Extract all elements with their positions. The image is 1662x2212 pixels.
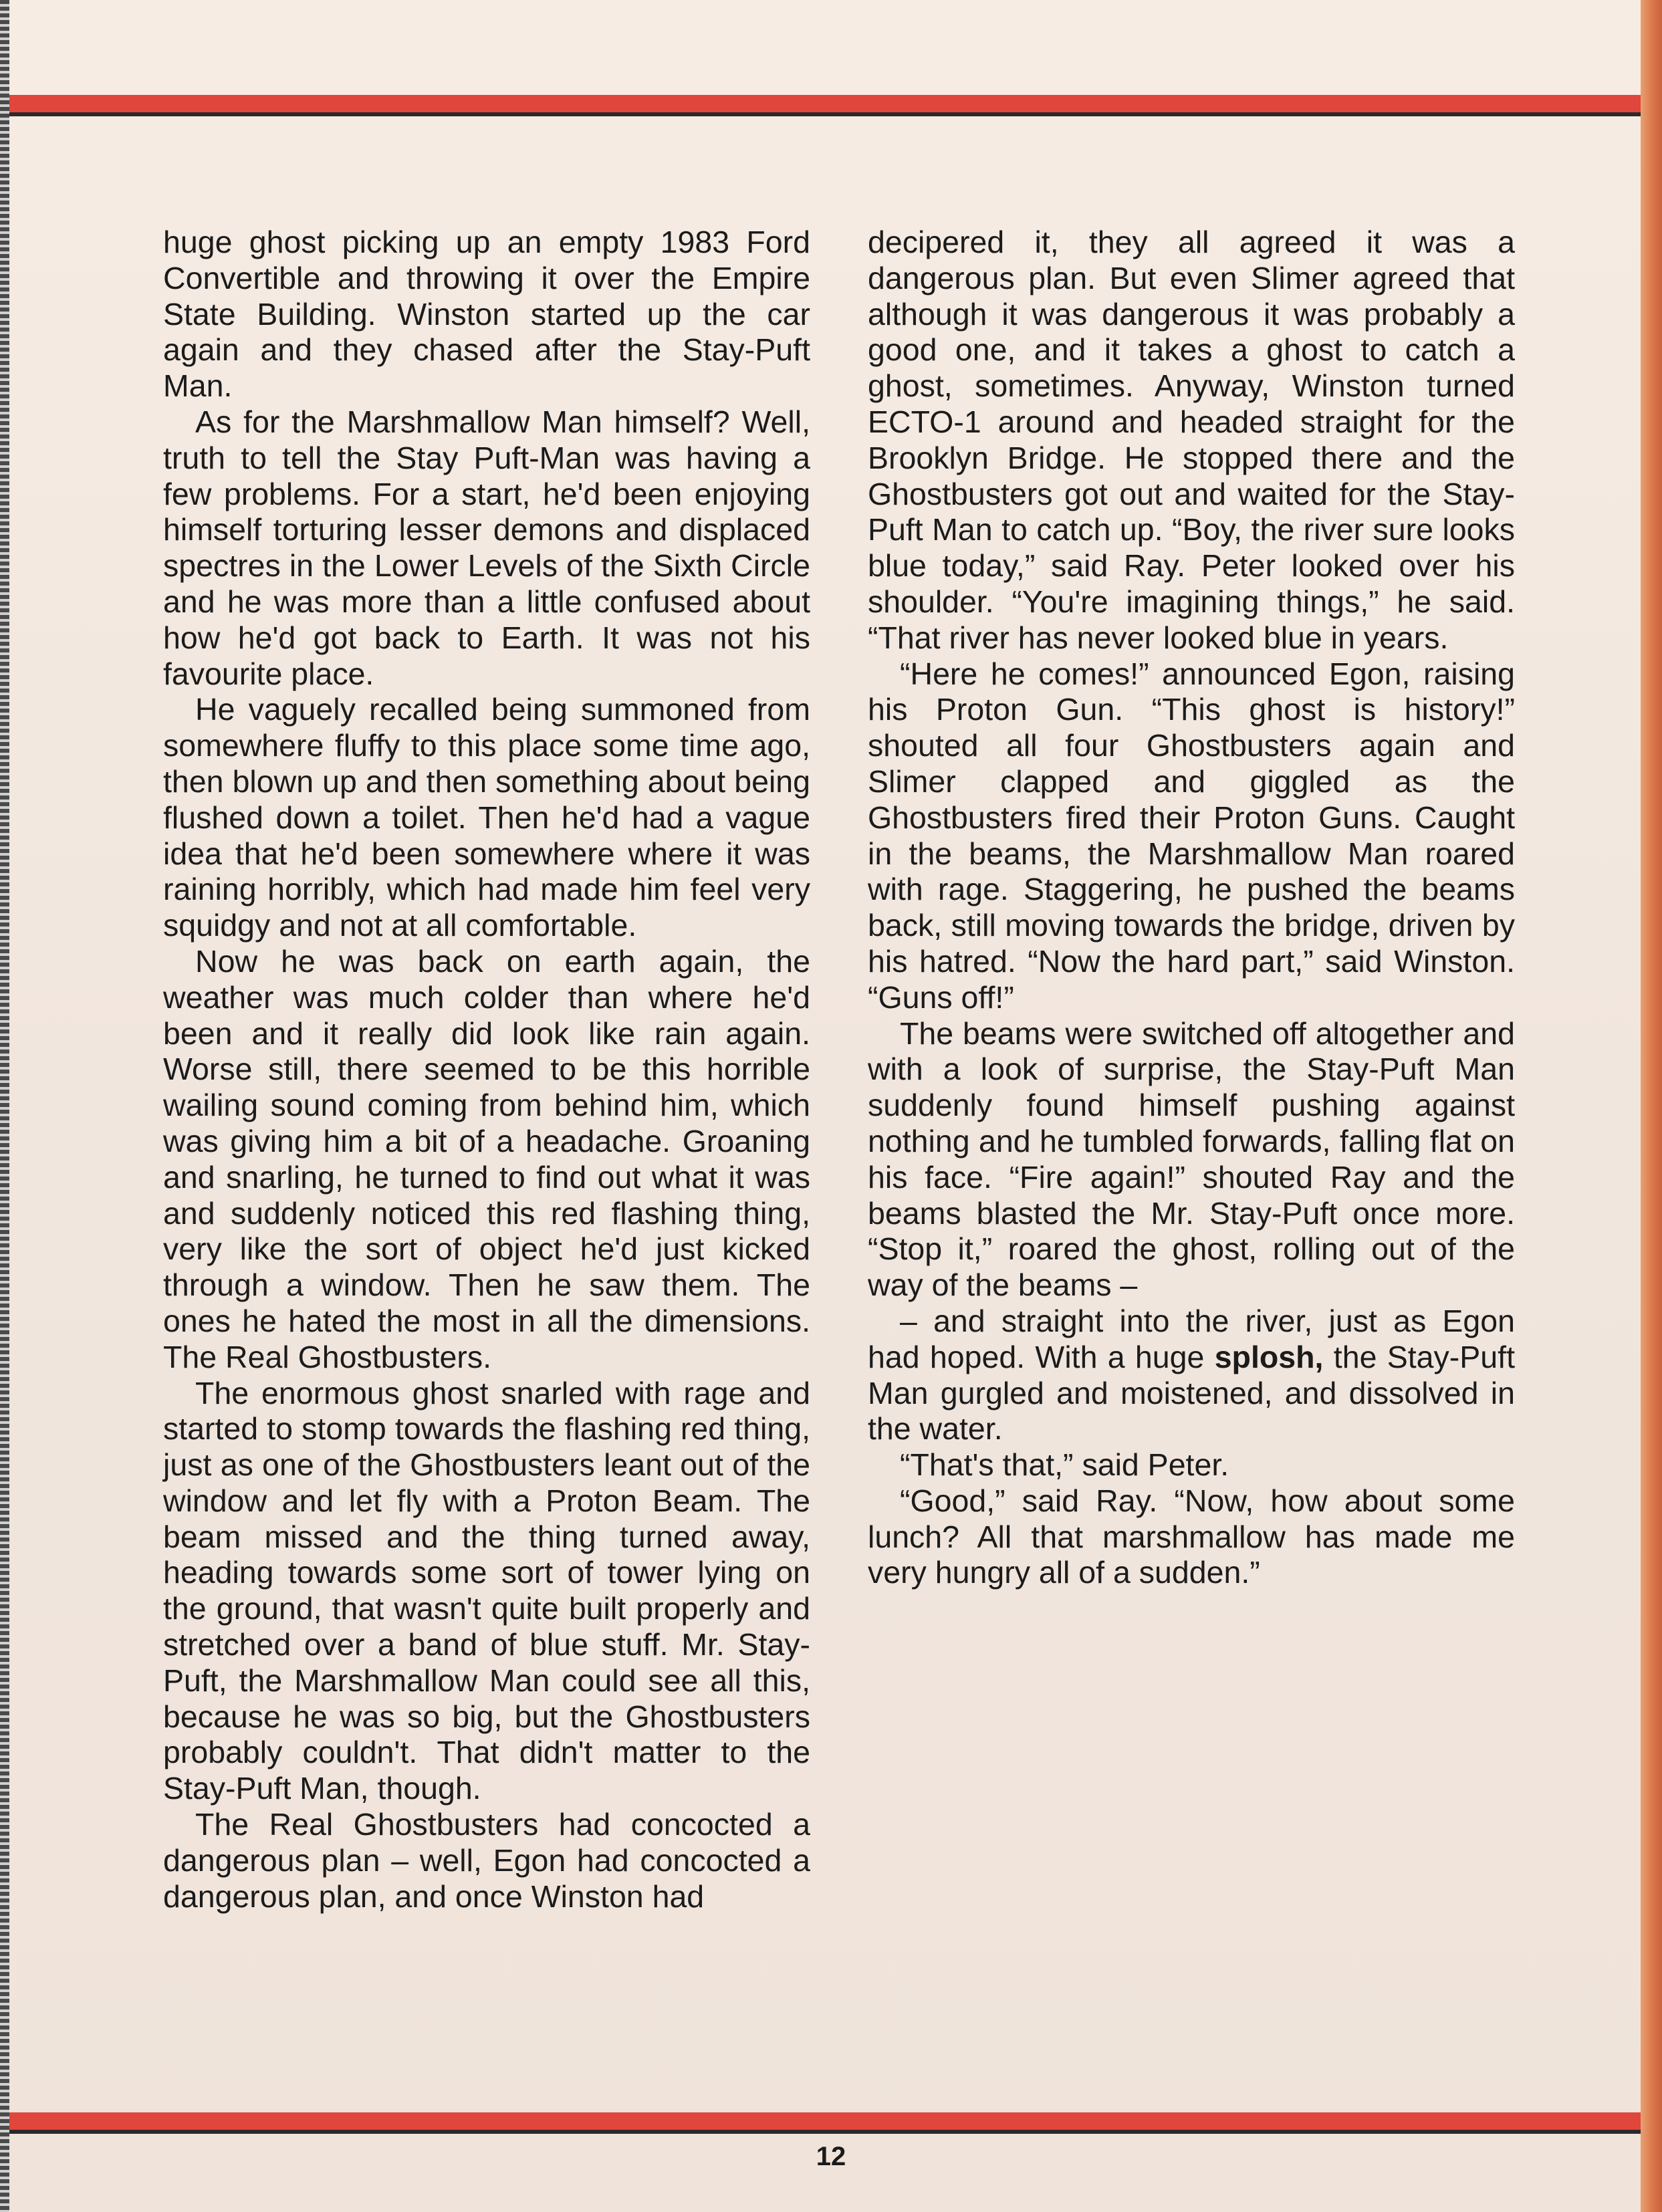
paragraph: “Good,” said Ray. “Now, how about some lunch? All that marshmallow has made me very hungry all of a sudden.” bbox=[868, 1483, 1515, 1590]
paragraph: The Real Ghostbusters had concocted a dangerous plan – well, Egon had concocted a dangerous plan, and once Winston had bbox=[163, 1807, 810, 1914]
text-run: the Stay-Puft Man gurgled and moistened, and dissolved in the water. bbox=[868, 1339, 1515, 1447]
left-text-column bbox=[163, 225, 810, 1915]
paragraph: He vaguely recalled being summoned from somewhere fluffy to this place some time ago, then blown up and then something about being flushed down a toilet. Then he'd had a vague idea that he'd been somewhere where it was raining horribly, which had made him feel very squidgy and not at all comfortable. bbox=[163, 692, 810, 943]
paragraph: “Here he comes!” announced Egon, raising his Proton Gun. “This ghost is history!” shouted all four Ghostbusters again and Slimer clapped and giggled as the Ghostbusters fired their Proton Guns. Caught in the beams, the Marshmallow Man roared with rage. Staggering, he pushed the beams back, still moving towards the bridge, driven by his hatred. “Now the hard part,” said Winston. “Guns off!” bbox=[868, 656, 1515, 1015]
top-red-rule bbox=[9, 95, 1641, 112]
top-rule-shadow bbox=[9, 112, 1641, 116]
binding-edge bbox=[0, 0, 9, 2212]
page-edge bbox=[1641, 0, 1662, 2212]
paragraph: The enormous ghost snarled with rage and started to stomp towards the flashing red thing, just as one of the Ghostbusters leant out of the window and let fly with a Proton Beam. The beam missed and the thing turned away, heading towards some sort of tower lying on the ground, that wasn't quite built properly and stretched over a band of blue stuff. Mr. Stay-Puft, the Marshmallow Man could see all this, because he was so big, but the Ghostbusters probably couldn't. That didn't matter to the Stay-Puft Man, though. bbox=[163, 1375, 810, 1806]
paragraph: Now he was back on earth again, the weather was much colder than where he'd been and it really did look like rain again. Worse still, there seemed to be this horrible wailing sound coming from behind him, which was giving him a bit of a headache. Groaning and snarling, he turned to find out what it was and suddenly noticed this red flashing thing, very like the sort of object he'd just kicked through a window. Then he saw them. The ones he hated the most in all the dimensions. The Real Ghostbusters. bbox=[163, 943, 810, 1374]
page-number: 12 bbox=[816, 2142, 846, 2171]
paragraph: As for the Marshmallow Man himself? Well, truth to tell the Stay Puft-Man was having a few problems. For a start, he'd been enjoying himself torturing lesser demons and displaced spectres in the Lower Levels of the Sixth Circle and he was more than a little confused about how he'd got back to Earth. It was not his favourite place. bbox=[163, 404, 810, 691]
right-text-column bbox=[868, 225, 1515, 1591]
paragraph: huge ghost picking up an empty 1983 Ford Convertible and throwing it over the Empire State Building. Winston started up the car again and they chased after the Stay-Puft Man. bbox=[163, 225, 810, 404]
bottom-red-rule bbox=[9, 2112, 1641, 2130]
bold-word: splosh, bbox=[1214, 1339, 1324, 1374]
bottom-rule-shadow bbox=[9, 2130, 1641, 2134]
paragraph: “That's that,” said Peter. bbox=[900, 1447, 1229, 1483]
text-run: – and straight into the river, just as Egon had hoped. With a huge bbox=[868, 1303, 1515, 1374]
paragraph: The beams were switched off altogether and with a look of surprise, the Stay-Puft Man suddenly found himself pushing against nothing and he tumbled forwards, falling flat on his face. “Fire again!” shouted Ray and the beams blasted the Mr. Stay-Puft once more. “Stop it,” roared the ghost, rolling out of the way of the beams – bbox=[868, 1015, 1515, 1303]
paragraph bbox=[868, 1304, 1515, 1447]
paragraph: decipered it, they all agreed it was a dangerous plan. But even Slimer agreed that although it was dangerous it was probably a good one, and it takes a ghost to catch a ghost, sometimes. Anyway, Winston turned ECTO-1 around and headed straight for the Brooklyn Bridge. He stopped there and the Ghostbusters got out and waited for the Stay-Puft Man to catch up. “Boy, the river sure looks blue today,” said Ray. Peter looked over his shoulder. “You're imagining things,” he said. “That river has never looked blue in years. bbox=[868, 225, 1515, 655]
